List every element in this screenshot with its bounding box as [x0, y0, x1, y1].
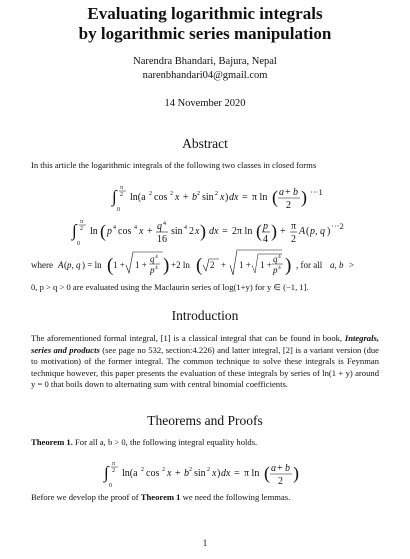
svg-text:2: 2	[170, 191, 173, 197]
before-lemmas-text	[31, 492, 379, 504]
equation-1	[0, 180, 410, 214]
abstract-tail: 0, p > q > 0 are evaluated using the Maclaurin series of log(1+y) for y ∈ (−1, 1].	[31, 282, 309, 292]
svg-text:ln(a: ln(a	[122, 468, 138, 479]
equation-2	[0, 214, 410, 248]
svg-text:(: (	[264, 463, 270, 483]
svg-text:) = ln: ) = ln	[82, 260, 102, 270]
svg-text:2: 2	[80, 226, 83, 232]
before-theorem-ref: Theorem 1	[140, 492, 181, 502]
svg-text:x: x	[212, 468, 217, 479]
svg-text:2: 2	[210, 260, 215, 270]
svg-text:4: 4	[155, 265, 158, 271]
svg-text:x: x	[139, 226, 144, 237]
svg-text:p: p	[150, 265, 155, 275]
svg-text:+: +	[175, 468, 181, 479]
svg-text:2: 2	[291, 234, 296, 245]
abstract-intro: In this article the logarithmic integrals of the following two classes in closed forms	[31, 160, 317, 170]
abstract-heading: Abstract	[182, 136, 228, 151]
svg-text:4: 4	[278, 254, 281, 260]
svg-text:+: +	[280, 226, 286, 237]
intro-part-2: (see page no 532, section:4.226) and latter integral, [2] is a variant version (due to motivation) of the former integral. The common technique to solve these integrals is Feynman technique however, this paper presents the evaluation of these integrals by series of ln(1 + y) around y = 0 that boils down to alternating sum with central binomial coefficients.	[31, 344, 379, 389]
svg-text:b: b	[293, 187, 298, 198]
svg-text:∫: ∫	[72, 221, 77, 240]
svg-text:p, q: p, q	[310, 226, 325, 237]
svg-text:sin: sin	[171, 226, 183, 237]
introduction-paragraph	[31, 333, 379, 391]
paper-title	[0, 4, 410, 44]
intro-part-1: The aforementioned formal integral, [1] is a classical integral that can be found in book,	[31, 333, 345, 343]
svg-text:A: A	[299, 226, 306, 237]
svg-text:=: =	[242, 192, 248, 203]
page-number: 1	[202, 538, 208, 548]
equation-2-tag: ···2	[331, 221, 344, 231]
svg-text:1 +: 1 +	[260, 260, 272, 270]
svg-text:π ln: π ln	[252, 192, 268, 203]
theorems-heading: Theorems and Proofs	[147, 413, 263, 428]
svg-text:0: 0	[109, 483, 112, 489]
svg-text:2π ln: 2π ln	[232, 226, 253, 237]
svg-text:p: p	[273, 265, 278, 275]
svg-text:(: (	[272, 187, 278, 207]
intro-book-title: Integrals, series and products	[31, 333, 379, 355]
theorem-1-statement	[31, 437, 379, 449]
svg-text:x: x	[195, 226, 200, 237]
svg-text:∫: ∫	[104, 463, 109, 482]
svg-text:b: b	[184, 468, 189, 479]
svg-text:cos: cos	[146, 468, 160, 479]
svg-text:2: 2	[189, 226, 194, 237]
svg-text:dx: dx	[221, 468, 231, 479]
svg-text:): )	[217, 468, 221, 479]
svg-text:4: 4	[113, 225, 116, 231]
svg-text:+: +	[147, 226, 153, 237]
svg-text:ln: ln	[90, 226, 98, 237]
svg-text:2: 2	[189, 467, 192, 473]
svg-text:>: >	[349, 260, 355, 270]
svg-text:, for all: , for all	[296, 260, 323, 270]
svg-text:=: =	[234, 468, 240, 479]
svg-text:x: x	[167, 468, 172, 479]
svg-text:∫: ∫	[112, 187, 117, 206]
svg-text:π: π	[291, 221, 297, 232]
svg-text:(: (	[100, 221, 106, 241]
svg-text:b: b	[192, 192, 197, 203]
svg-text:+2 ln: +2 ln	[171, 260, 190, 270]
svg-text:4: 4	[263, 234, 268, 245]
svg-text:1 +: 1 +	[113, 260, 125, 270]
author-email: narenbhandari04@gmail.com	[142, 70, 268, 81]
svg-text:p: p	[263, 221, 268, 232]
svg-text:): )	[285, 255, 292, 276]
svg-text:2: 2	[278, 476, 283, 487]
svg-text:a: a	[271, 463, 276, 474]
theorem-1-text: For all a, b > 0, the following integral equality holds.	[72, 437, 258, 447]
svg-text:2: 2	[149, 191, 152, 197]
svg-text:x: x	[220, 192, 225, 203]
svg-text:1 +: 1 +	[239, 260, 251, 270]
svg-text:(: (	[107, 255, 114, 276]
svg-text:b: b	[285, 463, 290, 474]
svg-text:π: π	[112, 461, 116, 467]
svg-text:2: 2	[141, 467, 144, 473]
definition-a	[0, 248, 410, 280]
theorem-1-equation	[0, 454, 410, 490]
svg-text:q: q	[150, 254, 155, 264]
svg-text:where: where	[31, 260, 53, 270]
svg-text:16: 16	[157, 234, 167, 245]
svg-text:q: q	[273, 254, 278, 264]
equation-2-render	[0, 214, 410, 248]
svg-text:+: +	[277, 463, 283, 474]
svg-text:+: +	[183, 192, 189, 203]
svg-text:p: p	[107, 226, 112, 237]
svg-text:): )	[271, 221, 277, 241]
theorem-1-equation-render	[0, 454, 410, 490]
publication-date: 14 November 2020	[164, 98, 246, 109]
svg-text:sin: sin	[202, 192, 214, 203]
svg-text:0: 0	[77, 241, 80, 247]
svg-text:(: (	[256, 221, 262, 241]
svg-text:ln(a: ln(a	[130, 192, 146, 203]
svg-text:+: +	[285, 187, 291, 198]
svg-text:2: 2	[207, 467, 210, 473]
svg-text:2: 2	[197, 191, 200, 197]
svg-text:π: π	[80, 219, 84, 225]
svg-text:4: 4	[134, 225, 137, 231]
svg-text:(: (	[306, 226, 310, 237]
svg-text:): )	[327, 226, 331, 237]
svg-text:2: 2	[215, 191, 218, 197]
equation-1-tag: ···1	[310, 187, 323, 197]
svg-text:0: 0	[117, 207, 120, 213]
svg-text:): )	[301, 187, 307, 207]
svg-text:cos: cos	[118, 226, 132, 237]
svg-text:): )	[225, 192, 229, 203]
svg-text:2: 2	[286, 200, 291, 211]
before-part-2: we need the following lemmas.	[180, 492, 291, 502]
equation-1-render	[0, 180, 410, 214]
introduction-heading: Introduction	[171, 308, 239, 323]
svg-text:1 +: 1 +	[135, 260, 147, 270]
svg-text:(: (	[196, 255, 203, 276]
svg-text:π: π	[120, 185, 124, 191]
svg-text:cos: cos	[154, 192, 168, 203]
svg-text:): )	[293, 463, 299, 483]
svg-text:x: x	[175, 192, 180, 203]
svg-text:π ln: π ln	[244, 468, 260, 479]
author-name: Narendra Bhandari, Bajura, Nepal	[133, 56, 277, 67]
svg-text:4: 4	[163, 221, 166, 227]
theorem-1-label: Theorem 1.	[31, 437, 73, 447]
svg-text:=: =	[222, 226, 228, 237]
svg-text:4: 4	[155, 254, 158, 260]
svg-text:a: a	[279, 187, 284, 198]
svg-text:p, q: p, q	[67, 260, 81, 270]
svg-text:dx: dx	[229, 192, 239, 203]
title-line-2: by logarithmic series manipulation	[78, 24, 332, 43]
title-line-1: Evaluating logarithmic integrals	[87, 4, 323, 23]
svg-text:+: +	[221, 260, 227, 270]
svg-text:): )	[163, 255, 170, 276]
before-part-1: Before we develop the proof of	[31, 492, 141, 502]
svg-text:4: 4	[184, 225, 187, 231]
svg-text:sin: sin	[194, 468, 206, 479]
definition-a-render	[0, 248, 410, 280]
svg-text:a, b: a, b	[330, 260, 344, 270]
svg-text:4: 4	[278, 265, 281, 271]
svg-text:(: (	[64, 260, 67, 270]
svg-text:2: 2	[162, 467, 165, 473]
svg-text:2: 2	[112, 468, 115, 474]
svg-text:): )	[200, 221, 206, 241]
svg-text:q: q	[157, 221, 162, 232]
svg-text:A: A	[58, 260, 64, 270]
svg-text:dx: dx	[209, 226, 219, 237]
svg-text:2: 2	[120, 192, 123, 198]
